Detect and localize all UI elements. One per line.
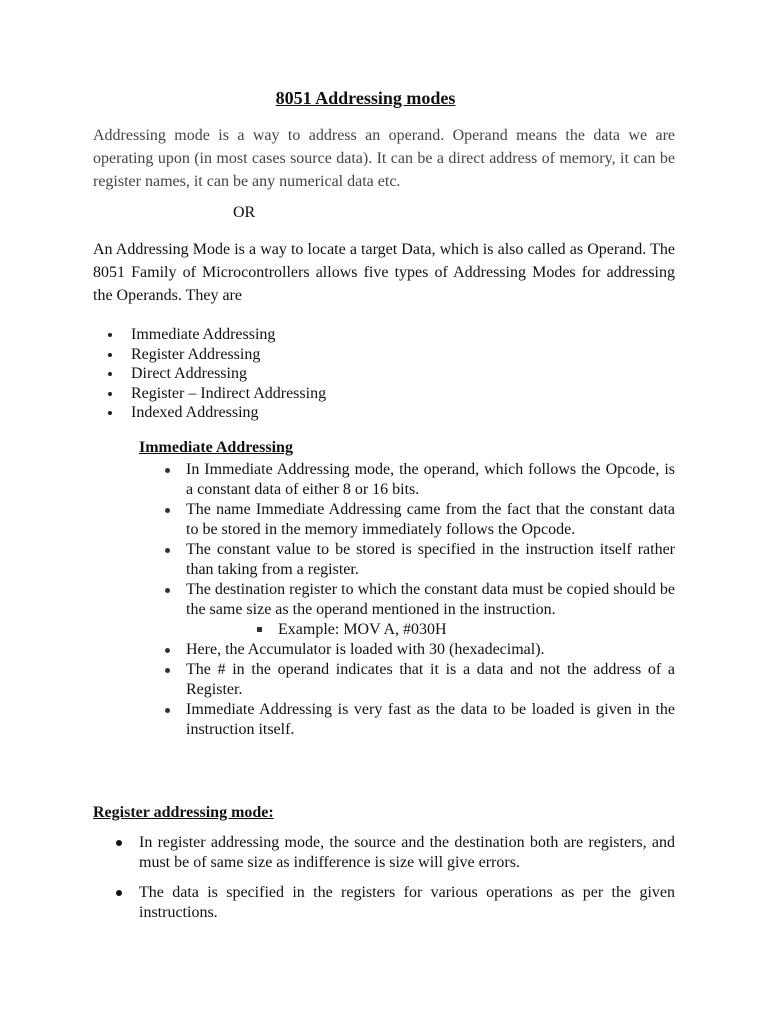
list-item (162, 540, 675, 580)
bullet-icon (165, 588, 170, 593)
list-item (93, 325, 326, 345)
list-item-text: Here, the Accumulator is loaded with 30 (hexadecimal). (186, 641, 545, 658)
list-item (162, 700, 675, 740)
list-item (93, 883, 675, 923)
definition-paragraph: An Addressing Mode is a way to locate a target Data, which is also called as Operand. The 8051 Family of Microcontrollers allows five types of Addressing Modes for addressing the Operands. They are (93, 241, 675, 304)
list-item (93, 833, 675, 873)
list-item (162, 580, 675, 620)
register-addressing-list (93, 833, 675, 933)
list-item-text: Immediate Addressing is very fast as the data to be loaded is given in the instruction itself. (186, 701, 675, 738)
list-item (93, 364, 326, 384)
bullet-icon (116, 840, 122, 846)
bullet-icon (108, 333, 112, 337)
immediate-addressing-list (162, 460, 675, 740)
list-item-text: The name Immediate Addressing came from the fact that the constant data to be stored in the memory immediately follows the Opcode. (186, 501, 675, 538)
list-item-text: In register addressing mode, the source and the destination both are registers, and must be of same size as indifference is size will give errors. (139, 834, 675, 871)
or-separator: OR (233, 204, 256, 221)
bullet-icon (165, 548, 170, 553)
bullet-icon (108, 353, 112, 357)
bullet-icon (108, 411, 112, 415)
bullet-icon (165, 648, 170, 653)
list-item-text: Indexed Addressing (131, 404, 259, 422)
list-item (162, 640, 675, 660)
list-item (162, 500, 675, 540)
list-item-text: Register Addressing (131, 345, 261, 363)
register-addressing-heading: Register addressing mode: (93, 804, 274, 821)
list-item-text: The destination register to which the constant data must be copied should be the same size as the operand mentioned in the instruction. (186, 581, 675, 618)
square-bullet-icon (257, 627, 262, 632)
immediate-addressing-heading: Immediate Addressing (139, 439, 293, 456)
list-item (93, 384, 326, 404)
page-title: 8051 Addressing modes (275, 88, 456, 108)
bullet-icon (108, 372, 112, 376)
bullet-icon (165, 708, 170, 713)
addressing-modes-list (93, 325, 326, 423)
bullet-icon (116, 890, 122, 896)
list-item (93, 403, 326, 423)
bullet-icon (165, 468, 170, 473)
list-item-text: Direct Addressing (131, 365, 247, 383)
list-item-text: In Immediate Addressing mode, the operand, which follows the Opcode, is a constant data of either 8 or 16 bits. (186, 461, 675, 498)
list-item (162, 460, 675, 500)
list-item (93, 345, 326, 365)
list-item-text: Immediate Addressing (131, 326, 276, 343)
list-item-text: The # in the operand indicates that it is a data and not the address of a Register. (186, 661, 675, 698)
list-item-text: Register – Indirect Addressing (131, 384, 327, 402)
intro-paragraph: Addressing mode is a way to address an operand. Operand means the data we are operating upon (in most cases source data). It can be a direct address of memory, it can be register names, it can be any numerical data etc. (93, 127, 675, 190)
example-text: Example: MOV A, #030H (278, 621, 447, 638)
list-item-text: The data is specified in the registers for various operations as per the given instructions. (139, 884, 675, 921)
list-item (162, 660, 675, 700)
bullet-icon (165, 668, 170, 673)
list-item-text: The constant value to be stored is specified in the instruction itself rather than taking from a register. (186, 541, 675, 578)
bullet-icon (165, 508, 170, 513)
example-item (162, 620, 675, 640)
bullet-icon (108, 392, 112, 396)
